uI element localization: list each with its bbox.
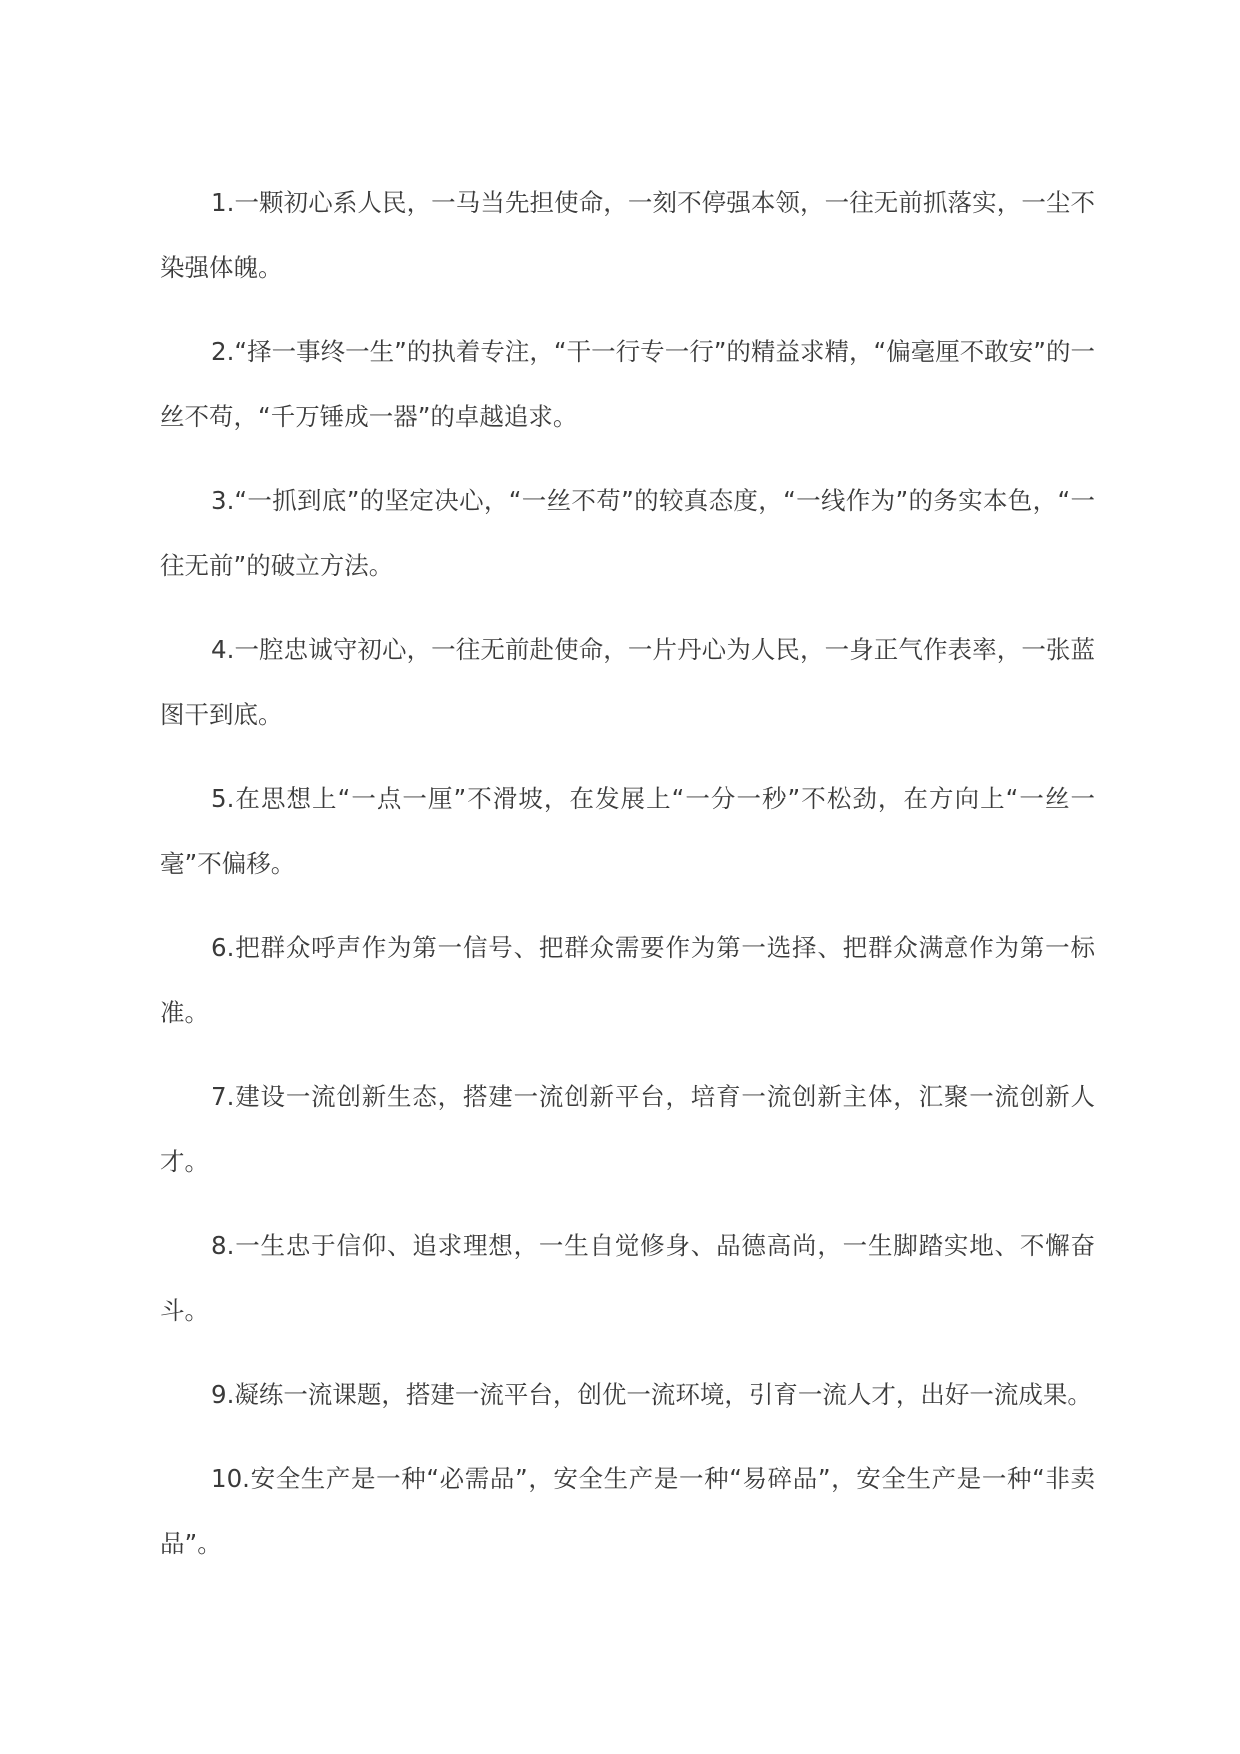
paragraph-6: 6.把群众呼声作为第一信号、把群众需要作为第一选择、把群众满意作为第一标准。 xyxy=(160,933,1095,1027)
paragraph-5: 5.在思想上“一点一厘”不滑坡，在发展上“一分一秒”不松劲，在方向上“一丝一毫”不偏移。 xyxy=(160,784,1095,878)
paragraph-9: 9.凝练一流课题，搭建一流平台，创优一流环境，引育一流人才，出好一流成果。 xyxy=(211,1380,1092,1409)
document-body xyxy=(160,170,1095,1595)
paragraph-8: 8.一生忠于信仰、追求理想，一生自觉修身、品德高尚，一生脚踏实地、不懈奋斗。 xyxy=(160,1231,1095,1325)
paragraph-10: 10.安全生产是一种“必需品”，安全生产是一种“易碎品”，安全生产是一种“非卖品”。 xyxy=(160,1464,1095,1558)
paragraph-2: 2.“择一事终一生”的执着专注，“干一行专一行”的精益求精，“偏毫厘不敢安”的一丝不苟，“千万锤成一器”的卓越追求。 xyxy=(160,337,1095,431)
paragraph-7: 7.建设一流创新生态，搭建一流创新平台，培育一流创新主体，汇聚一流创新人才。 xyxy=(160,1082,1095,1176)
paragraph-4: 4.一腔忠诚守初心，一往无前赴使命，一片丹心为人民，一身正气作表率，一张蓝图干到底。 xyxy=(160,635,1095,729)
paragraph-1: 1.一颗初心系人民，一马当先担使命，一刻不停强本领，一往无前抓落实，一尘不染强体魄。 xyxy=(160,188,1095,282)
paragraph-3: 3.“一抓到底”的坚定决心，“一丝不苟”的较真态度，“一线作为”的务实本色，“一往无前”的破立方法。 xyxy=(160,486,1095,580)
